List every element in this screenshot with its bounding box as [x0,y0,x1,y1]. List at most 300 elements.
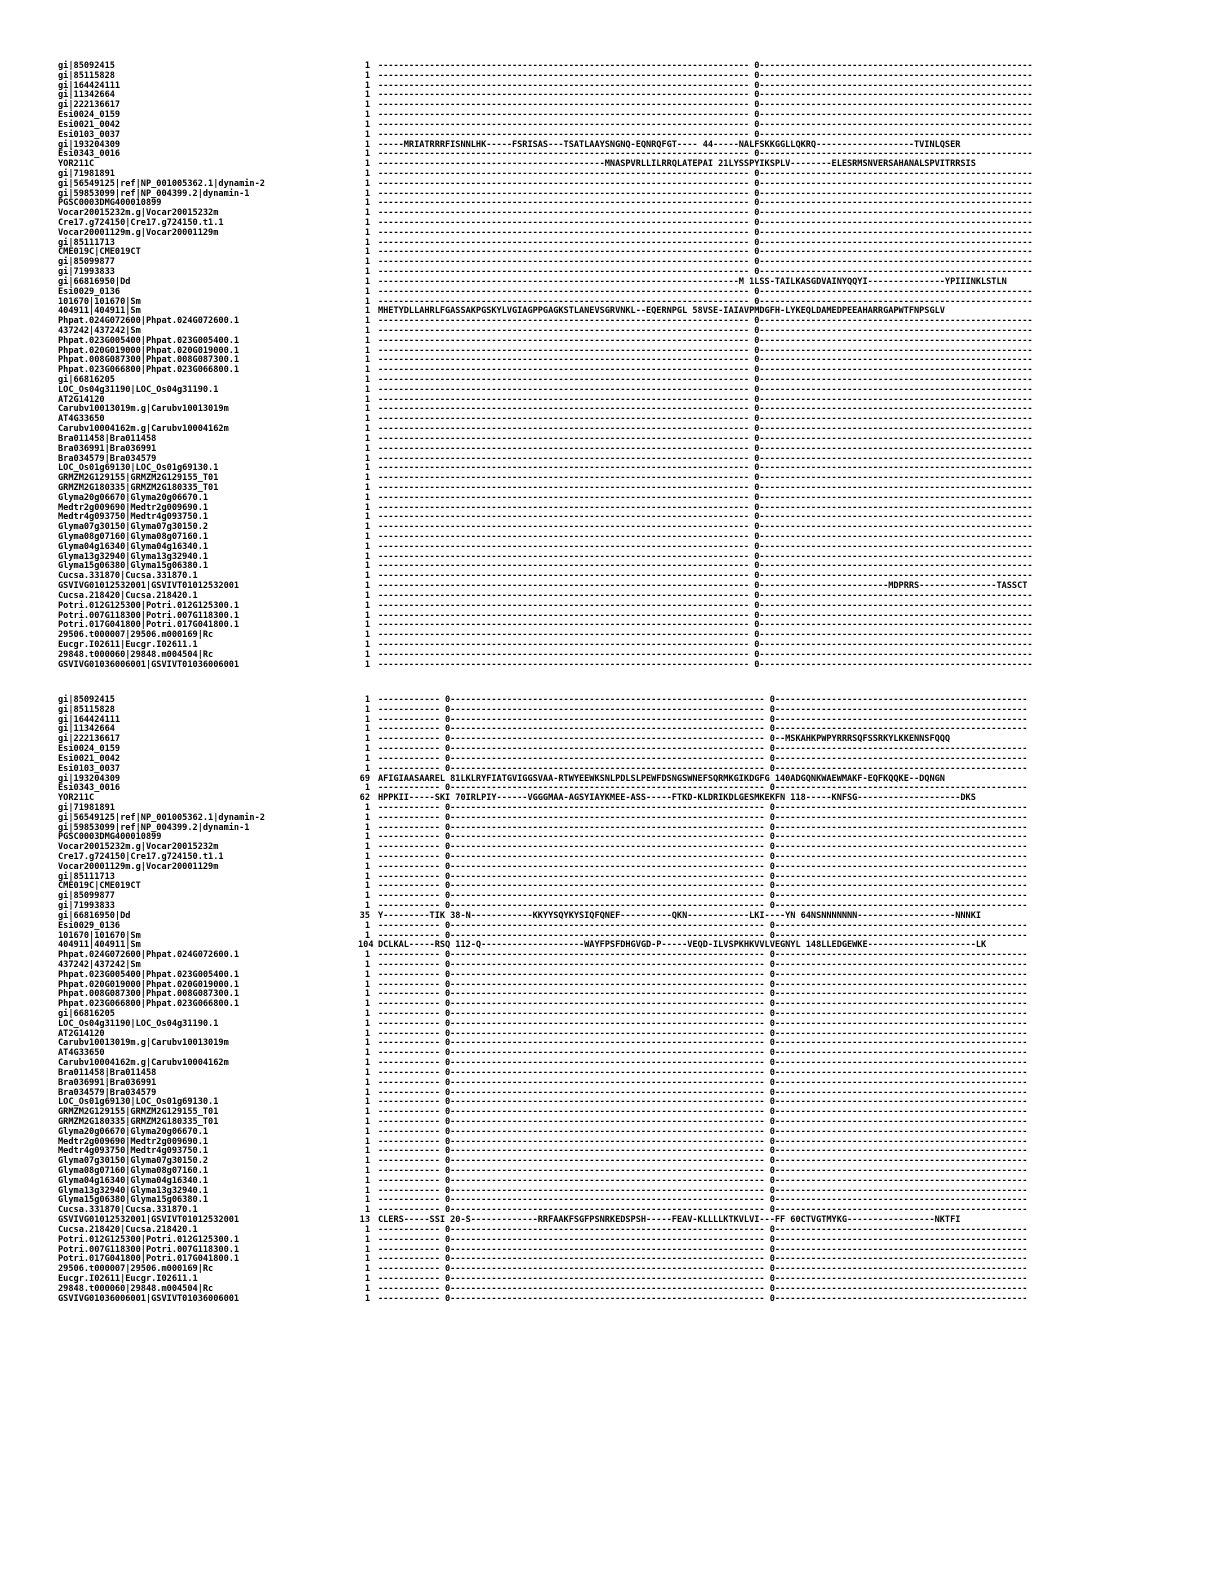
sequence-segment: ------------------------------------------------------------------------ 0----------------------------------------------------- [378,247,1033,258]
sequence-segment: ------------------------------------------------------------------------ 0----------------------------------------------------- [378,110,1033,121]
start-position: 1 [364,1293,370,1304]
start-position: 1 [364,950,370,961]
sequence-segment: ------------------------------------------------------------------------ 0----------------------------------------------------- [378,600,1033,611]
sequence-name: Cucsa.218420|Cucsa.218420.1 [58,1224,198,1235]
sequence-segment: ------------ 0------------------------------------------------------------- 0------------------------------------------------- [378,802,1028,813]
start-position: 1 [364,1195,370,1206]
sequence-segment: ------------ 0------------------------------------------------------------- 0------------------------------------------------- [378,832,1028,843]
sequence-segment: ------------------------------------------------------------------------ 0----------------------------------------------------- [378,227,1033,238]
sequence-segment: ------------------------------------------------------------------------ 0-------------------------MDPRRS---------------TASSCT [378,581,1028,592]
start-position: 1 [364,649,370,660]
sequence-segment: ------------ 0------------------------------------------------------------- 0------------------------------------------------- [378,1185,1028,1196]
sequence-name: Cucsa.331870|Cucsa.331870.1 [58,1205,198,1216]
sequence-segment: ------------------------------------------------------------------------ 0----------------------------------------------------- [378,482,1033,493]
start-position: 1 [364,541,370,552]
start-position: 1 [364,1224,370,1235]
sequence-segment: ------------------------------------------------------------------------ 0----------------------------------------------------- [378,296,1033,307]
sequence-segment: ------------ 0------------------------------------------------------------- 0------------------------------------------------- [378,1136,1028,1147]
sequence-name: Phpat.020G019000|Phpat.020G019000.1 [58,979,240,990]
sequence-segment: ------------------------------------------------------------------------ 0----------------------------------------------------- [378,394,1033,405]
sequence-segment: ------------------------------------------------------------------------ 0----------------------------------------------------- [378,590,1033,601]
sequence-name: Bra036991|Bra036991 [58,1077,157,1088]
sequence-segment: ------------------------------------------------------------------------ 0----------------------------------------------------- [378,257,1033,268]
sequence-segment: ------------------------------------------------------------------------ 0----------------------------------------------------- [378,375,1033,385]
start-position: 1 [364,502,370,513]
start-position: 1 [364,1077,370,1088]
start-position: 1 [364,276,370,287]
start-position: 1 [364,581,370,592]
sequence-name: Glyma20g06670|Glyma20g06670.1 [58,1126,209,1137]
start-position: 1 [364,208,370,219]
sequence-segment: ------------------------------------------------------------------------ 0----------------------------------------------------- [378,70,1033,81]
sequence-name: Vocar20001129m.g|Vocar20001129m [58,861,219,872]
sequence-segment: ------------ 0------------------------------------------------------------- 0------------------------------------------------- [378,969,1028,980]
start-position: 1 [364,267,370,278]
sequence-name: gi|85115828 [58,70,115,81]
start-position: 1 [364,306,370,317]
sequence-name: gi|85099877 [58,257,115,268]
sequence-name: Medtr4g093750|Medtr4g093750.1 [58,512,209,523]
sequence-segment: ------------ 0------------------------------------------------------------- 0------------------------------------------------- [378,695,1028,705]
sequence-segment: ------------------------------------------------------------------------ 0----------------------------------------------------- [378,267,1033,278]
sequence-name: gi|193204309 [58,139,121,150]
sequence-name: Phpat.023G005400|Phpat.023G005400.1 [58,969,240,980]
sequence-segment: -----MRIATRRRFISNNLHK-----FSRISAS---TSATLAAYSNGNQ-EQNRQFGT---- 44-----NALFSKKGGLLQKRQ-------------------TVINLQSER [378,139,961,150]
sequence-name: Glyma15g06380|Glyma15g06380.1 [58,1195,209,1206]
sequence-name: 437242|437242|Sm [58,325,141,336]
start-position: 1 [364,1018,370,1029]
sequence-segment: DCLKAL-----RSQ 112-Q--------------------WAYFPSFDHGVGD-P-----VEQD-ILVSPKHKVVLVEGNYL 148LLEDGEWKE---------------------LK [378,940,987,951]
start-position: 1 [364,783,370,794]
sequence-name: gi|71981891 [58,168,115,179]
sequence-segment: ------------------------------------------------------------------------ 0----------------------------------------------------- [378,286,1033,297]
sequence-segment: ------------------------------------------------------------------------ 0----------------------------------------------------- [378,649,1033,660]
sequence-name: GSVIVG01036006001|GSVIVT01036006001 [58,1293,240,1304]
sequence-segment: ------------------------------------------------------------------------ 0----------------------------------------------------- [378,443,1033,454]
start-position: 1 [364,384,370,395]
alignment-row [58,1295,1148,1305]
sequence-segment: ------------------------------------------------------------------------ 0----------------------------------------------------- [378,463,1033,474]
sequence-name: Potri.017G041800|Potri.017G041800.1 [58,620,240,631]
sequence-segment: ------------ 0------------------------------------------------------------- 0------------------------------------------------- [378,1283,1028,1294]
sequence-segment: ------------------------------------------------------------------------ 0----------------------------------------------------- [378,433,1033,444]
sequence-segment: ------------ 0------------------------------------------------------------- 0------------------------------------------------- [378,822,1028,833]
sequence-name: gi|222136617 [58,734,121,745]
sequence-segment: ------------------------------------------------------------------------ 0----------------------------------------------------- [378,149,1033,160]
start-position: 1 [364,1156,370,1167]
sequence-name: Cre17.g724150|Cre17.g724150.t1.1 [58,852,224,862]
sequence-name: gi|59853099|ref|NP_004399.2|dynamin-1 [58,822,250,833]
sequence-segment: ------------------------------------------------------------------------ 0----------------------------------------------------- [378,404,1033,415]
start-position: 1 [364,375,370,385]
start-position: 1 [364,734,370,745]
start-position: 1 [364,286,370,297]
sequence-name: Glyma04g16340|Glyma04g16340.1 [58,541,209,552]
sequence-segment: ------------------------------------------------------------------------ 0----------------------------------------------------- [378,541,1033,552]
sequence-segment: ------------ 0------------------------------------------------------------- 0------------------------------------------------- [378,783,1028,794]
sequence-segment: ------------------------------------------------------------------------ 0----------------------------------------------------- [378,198,1033,209]
start-position: 1 [364,930,370,941]
sequence-segment: ------------------------------------------------------------------------ 0----------------------------------------------------- [378,610,1033,621]
start-position: 1 [364,110,370,121]
start-position: 1 [364,832,370,843]
start-position: 1 [364,969,370,980]
start-position: 1 [364,1038,370,1049]
start-position: 1 [364,1067,370,1078]
sequence-segment: ------------ 0------------------------------------------------------------- 0------------------------------------------------- [378,1126,1028,1137]
start-position: 1 [364,551,370,562]
sequence-name: Glyma20g06670|Glyma20g06670.1 [58,492,209,503]
start-position: 1 [364,704,370,715]
start-position: 1 [364,532,370,542]
sequence-segment: ------------ 0------------------------------------------------------------- 0------------------------------------------------- [378,871,1028,882]
start-position: 1 [364,159,370,170]
start-position: 1 [364,695,370,705]
start-position: 1 [364,247,370,258]
sequence-segment: ------------------------------------------------------------------------ 0----------------------------------------------------- [378,355,1033,366]
sequence-name: Carubv10004162m.g|Carubv10004162m [58,424,229,435]
start-position: 1 [364,90,370,101]
sequence-name: PGSC0003DMG400010899 [58,198,162,209]
start-position: 1 [364,365,370,376]
sequence-name: Potri.007G118300|Potri.007G118300.1 [58,1244,240,1255]
sequence-name: Glyma07g30150|Glyma07g30150.2 [58,1156,209,1167]
start-position: 1 [364,335,370,346]
sequence-segment: ------------ 0------------------------------------------------------------- 0------------------------------------------------- [378,1195,1028,1206]
sequence-segment: ------------ 0------------------------------------------------------------- 0------------------------------------------------- [378,1038,1028,1049]
start-position: 1 [364,724,370,735]
sequence-segment: ------------------------------------------------------------------------ 0----------------------------------------------------- [378,316,1033,327]
sequence-segment: ------------ 0------------------------------------------------------------- 0------------------------------------------------- [378,1166,1028,1176]
sequence-name: Esi0021_0042 [58,119,121,130]
sequence-name: Cucsa.331870|Cucsa.331870.1 [58,571,198,582]
sequence-segment: ----------------------------------------------------------------------M 1LSS-TAILKASGDVAINYQQYI---------------YPIIINKLSTLN [378,276,1007,287]
sequence-name: gi|56549125|ref|NP_001005362.1|dynamin-2 [58,178,265,189]
sequence-name: Phpat.020G019000|Phpat.020G019000.1 [58,345,240,356]
start-position: 1 [364,1273,370,1284]
start-position: 1 [364,433,370,444]
sequence-segment: ------------------------------------------------------------------------ 0----------------------------------------------------- [378,512,1033,523]
sequence-name: gi|71993833 [58,267,115,278]
sequence-segment: ------------------------------------------------------------------------ 0----------------------------------------------------- [378,325,1033,336]
sequence-segment: ------------ 0------------------------------------------------------------- 0------------------------------------------------- [378,920,1028,931]
start-position: 1 [364,1234,370,1245]
sequence-name: gi|222136617 [58,100,121,111]
sequence-segment: ------------ 0------------------------------------------------------------- 0--MSKAHKPWPYRRRSQFSSRKYLKKENNSFQQQ [378,734,951,745]
start-position: 104 [358,940,374,951]
sequence-name: CME019C|CME019CT [58,247,141,258]
sequence-name: 29848.t000060|29848.m004504|Rc [58,649,214,660]
sequence-name: Esi0103_0037 [58,763,121,774]
start-position: 1 [364,620,370,631]
start-position: 1 [364,70,370,81]
sequence-name: PGSC0003DMG400010899 [58,832,162,843]
start-position: 1 [364,571,370,582]
start-position: 1 [364,463,370,474]
sequence-segment: ------------------------------------------------------------------------ 0----------------------------------------------------- [378,571,1033,582]
sequence-segment: ------------ 0------------------------------------------------------------- 0------------------------------------------------- [378,959,1028,970]
start-position: 1 [364,129,370,140]
sequence-segment: ------------------------------------------------------------------------ 0----------------------------------------------------- [378,188,1033,199]
start-position: 1 [364,1116,370,1127]
sequence-name: gi|85092415 [58,61,115,71]
sequence-segment: ------------ 0------------------------------------------------------------- 0------------------------------------------------- [378,861,1028,872]
sequence-name: CME019C|CME019CT [58,881,141,892]
sequence-name: gi|11342664 [58,724,115,735]
start-position: 1 [364,753,370,764]
sequence-segment: ------------------------------------------------------------------------ 0----------------------------------------------------- [378,384,1033,395]
sequence-segment: ------------ 0------------------------------------------------------------- 0------------------------------------------------- [378,999,1028,1010]
sequence-segment: ------------ 0------------------------------------------------------------- 0------------------------------------------------- [378,881,1028,892]
sequence-name: Vocar20015232m.g|Vocar20015232m [58,842,219,853]
start-position: 1 [364,1146,370,1157]
start-position: 1 [364,1264,370,1275]
sequence-segment: ------------ 0------------------------------------------------------------- 0------------------------------------------------- [378,1234,1028,1245]
start-position: 1 [364,1283,370,1294]
sequence-segment: CLERS-----SSI 20-S-------------RRFAAKFSGFPSNRKEDSPSH-----FEAV-KLLLLKTKVLVI---FF 60CTVGTMYKG-----------------NKTFI [378,1215,961,1226]
sequence-name: Esi0029_0136 [58,286,121,297]
start-position: 1 [364,80,370,91]
sequence-segment: ------------------------------------------------------------------------ 0----------------------------------------------------- [378,502,1033,513]
start-position: 1 [364,561,370,572]
sequence-name: gi|66816205 [58,375,115,385]
start-position: 1 [364,891,370,902]
start-position: 1 [364,744,370,755]
sequence-segment: ------------ 0------------------------------------------------------------- 0------------------------------------------------- [378,1224,1028,1235]
start-position: 1 [364,979,370,990]
start-position: 1 [364,1107,370,1118]
sequence-segment: ------------ 0------------------------------------------------------------- 0------------------------------------------------- [378,763,1028,774]
start-position: 1 [364,959,370,970]
sequence-name: Phpat.023G066800|Phpat.023G066800.1 [58,999,240,1010]
start-position: 1 [364,1058,370,1069]
sequence-segment: ------------------------------------------------------------------------ 0----------------------------------------------------- [378,424,1033,435]
sequence-name: gi|193204309 [58,773,121,784]
sequence-name: gi|85111713 [58,871,115,882]
sequence-name: AT4G33650 [58,414,105,425]
start-position: 1 [364,802,370,813]
start-position: 1 [364,1009,370,1019]
sequence-segment: ------------ 0------------------------------------------------------------- 0------------------------------------------------- [378,704,1028,715]
sequence-segment: ------------ 0------------------------------------------------------------- 0------------------------------------------------- [378,1205,1028,1216]
sequence-segment: ------------ 0------------------------------------------------------------- 0------------------------------------------------- [378,714,1028,725]
sequence-segment: ------------------------------------------------------------------------ 0----------------------------------------------------- [378,532,1033,542]
sequence-name: Medtr2g009690|Medtr2g009690.1 [58,1136,209,1147]
sequence-segment: ------------------------------------------------------------------------ 0----------------------------------------------------- [378,414,1033,425]
sequence-segment: ------------ 0------------------------------------------------------------- 0------------------------------------------------- [378,1264,1028,1275]
sequence-segment: ------------ 0------------------------------------------------------------- 0------------------------------------------------- [378,950,1028,961]
sequence-name: Potri.012G125300|Potri.012G125300.1 [58,600,240,611]
sequence-segment: ------------ 0------------------------------------------------------------- 0------------------------------------------------- [378,1077,1028,1088]
start-position: 1 [364,218,370,228]
sequence-name: Bra011458|Bra011458 [58,1067,157,1078]
sequence-segment: ------------ 0------------------------------------------------------------- 0------------------------------------------------- [378,1146,1028,1157]
start-position: 1 [364,492,370,503]
sequence-name: Eucgr.I02611|Eucgr.I02611.1 [58,1273,198,1284]
start-position: 1 [364,443,370,454]
start-position: 1 [364,610,370,621]
sequence-name: Phpat.023G005400|Phpat.023G005400.1 [58,335,240,346]
start-position: 1 [364,394,370,405]
start-position: 1 [364,168,370,179]
start-position: 35 [359,910,370,921]
start-position: 1 [364,404,370,415]
sequence-segment: ------------------------------------------------------------------------ 0----------------------------------------------------- [378,453,1033,464]
start-position: 1 [364,188,370,199]
sequence-name: Medtr4g093750|Medtr4g093750.1 [58,1146,209,1157]
sequence-name: Cre17.g724150|Cre17.g724150.t1.1 [58,218,224,228]
sequence-segment: ------------------------------------------------------------------------ 0----------------------------------------------------- [378,129,1033,140]
sequence-name: GSVIVG01036006001|GSVIVT01036006001 [58,659,240,670]
start-position: 1 [364,178,370,189]
sequence-segment: HPPKII-----SKI 70IRLPIY------VGGGMAA-AGSYIAYKMEE-ASS-----FTKD-KLDRIKDLGESMKEKFN 118-----KNFSG--------------------DKS [378,793,976,804]
start-position: 1 [364,1185,370,1196]
sequence-segment: ------------ 0------------------------------------------------------------- 0------------------------------------------------- [378,1009,1028,1019]
sequence-segment: ------------------------------------------------------------------------ 0----------------------------------------------------- [378,345,1033,356]
sequence-name: gi|59853099|ref|NP_004399.2|dynamin-1 [58,188,250,199]
sequence-name: Vocar20001129m.g|Vocar20001129m [58,227,219,238]
start-position: 62 [359,793,370,804]
start-position: 1 [364,473,370,484]
sequence-segment: ------------------------------------------------------------------------ 0----------------------------------------------------- [378,522,1033,533]
start-position: 1 [364,590,370,601]
sequence-name: Esi0024_0159 [58,110,121,121]
sequence-name: gi|85115828 [58,704,115,715]
sequence-name: Esi0343_0016 [58,783,121,794]
sequence-name: Vocar20015232m.g|Vocar20015232m [58,208,219,219]
sequence-name: gi|66816205 [58,1009,115,1019]
start-position: 1 [364,61,370,71]
sequence-segment: ------------------------------------------------------------------------ 0----------------------------------------------------- [378,90,1033,101]
sequence-segment: ------------ 0------------------------------------------------------------- 0------------------------------------------------- [378,979,1028,990]
start-position: 1 [364,1175,370,1186]
sequence-segment: ------------------------------------------------------------------------ 0----------------------------------------------------- [378,492,1033,503]
sequence-name: GRMZM2G180335|GRMZM2G180335_T01 [58,482,219,493]
start-position: 1 [364,901,370,912]
start-position: 1 [364,871,370,882]
sequence-segment: ------------ 0------------------------------------------------------------- 0------------------------------------------------- [378,852,1028,862]
sequence-name: AT2G14120 [58,394,105,405]
start-position: 1 [364,482,370,493]
start-position: 1 [364,1136,370,1147]
sequence-name: Potri.007G118300|Potri.007G118300.1 [58,610,240,621]
sequence-name: Potri.012G125300|Potri.012G125300.1 [58,1234,240,1245]
sequence-segment: ------------------------------------------------------------------------ 0----------------------------------------------------- [378,208,1033,219]
sequence-name: LOC_Os04g31190|LOC_Os04g31190.1 [58,384,219,395]
sequence-name: Glyma04g16340|Glyma04g16340.1 [58,1175,209,1186]
sequence-name: gi|56549125|ref|NP_001005362.1|dynamin-2 [58,812,265,823]
sequence-name: Bra034579|Bra034579 [58,453,157,464]
sequence-segment: ------------------------------------------------------------------------ 0----------------------------------------------------- [378,335,1033,346]
sequence-segment: ------------------------------------------------------------------------ 0----------------------------------------------------- [378,100,1033,111]
sequence-segment: ------------------------------------------------------------------------ 0----------------------------------------------------- [378,620,1033,631]
sequence-name: LOC_Os04g31190|LOC_Os04g31190.1 [58,1018,219,1029]
sequence-name: Potri.017G041800|Potri.017G041800.1 [58,1254,240,1265]
start-position: 1 [364,198,370,209]
sequence-name: gi|85099877 [58,891,115,902]
sequence-segment: ------------ 0------------------------------------------------------------- 0------------------------------------------------- [378,1107,1028,1118]
sequence-name: GRMZM2G129155|GRMZM2G129155_T01 [58,473,219,484]
sequence-segment: ------------------------------------------------------------------------ 0----------------------------------------------------- [378,80,1033,91]
sequence-name: Bra034579|Bra034579 [58,1087,157,1098]
start-position: 1 [364,1097,370,1108]
alignment-block-2 [58,696,1148,1304]
start-position: 1 [364,453,370,464]
sequence-name: Esi0343_0016 [58,149,121,160]
sequence-segment: ------------ 0------------------------------------------------------------- 0------------------------------------------------- [378,1067,1028,1078]
sequence-name: 29848.t000060|29848.m004504|Rc [58,1283,214,1294]
start-position: 1 [364,822,370,833]
sequence-name: AT2G14120 [58,1028,105,1039]
start-position: 1 [364,1028,370,1039]
sequence-segment: ------------ 0------------------------------------------------------------- 0------------------------------------------------- [378,1058,1028,1069]
sequence-segment: ------------------------------------------------------------------------ 0----------------------------------------------------- [378,473,1033,484]
sequence-name: Esi0024_0159 [58,744,121,755]
sequence-name: 29506.t000007|29506.m000169|Rc [58,630,214,641]
start-position: 1 [364,100,370,111]
sequence-name: Carubv10013019m.g|Carubv10013019m [58,1038,229,1049]
sequence-name: Glyma07g30150|Glyma07g30150.2 [58,522,209,533]
sequence-name: Glyma08g07160|Glyma08g07160.1 [58,1166,209,1176]
start-position: 1 [364,1205,370,1216]
start-position: 1 [364,316,370,327]
start-position: 1 [364,149,370,160]
sequence-name: gi|66816950|Dd [58,910,131,921]
sequence-segment: ------------ 0------------------------------------------------------------- 0------------------------------------------------- [378,1156,1028,1167]
sequence-segment: ------------ 0------------------------------------------------------------- 0------------------------------------------------- [378,812,1028,823]
alignment-row [58,661,1148,671]
sequence-segment: --------------------------------------------MNASPVRLLILRRQLATEPAI 21LYSSPYIKSPLV--------ELESRMSNVERSAHANALSPVITRRSIS [378,159,976,170]
sequence-segment: ------------------------------------------------------------------------ 0----------------------------------------------------- [378,551,1033,562]
start-position: 1 [364,763,370,774]
sequence-name: LOC_Os01g69130|LOC_Os01g69130.1 [58,463,219,474]
sequence-segment: ------------ 0------------------------------------------------------------- 0------------------------------------------------- [378,1087,1028,1098]
sequence-name: 101670|101670|Sm [58,930,141,941]
start-position: 1 [364,659,370,670]
sequence-segment: ------------ 0------------------------------------------------------------- 0------------------------------------------------- [378,1116,1028,1127]
start-position: 1 [364,861,370,872]
sequence-name: Glyma13g32940|Glyma13g32940.1 [58,551,209,562]
start-position: 1 [364,881,370,892]
sequence-name: Glyma13g32940|Glyma13g32940.1 [58,1185,209,1196]
start-position: 1 [364,714,370,725]
sequence-segment: ------------ 0------------------------------------------------------------- 0------------------------------------------------- [378,930,1028,941]
start-position: 1 [364,920,370,931]
start-position: 1 [364,237,370,248]
sequence-name: 437242|437242|Sm [58,959,141,970]
sequence-segment: ------------------------------------------------------------------------ 0----------------------------------------------------- [378,630,1033,641]
sequence-segment: ------------ 0------------------------------------------------------------- 0------------------------------------------------- [378,1254,1028,1265]
sequence-segment: ------------ 0------------------------------------------------------------- 0------------------------------------------------- [378,842,1028,853]
start-position: 1 [364,227,370,238]
sequence-segment: Y---------TIK 38-N------------KKYYSQYKYSIQFQNEF----------QKN------------LKI----YN 64NSNNNNNNN-------------------NNNKI [378,910,982,921]
sequence-name: GRMZM2G180335|GRMZM2G180335_T01 [58,1116,219,1127]
sequence-name: gi|71993833 [58,901,115,912]
sequence-name: Phpat.024G072600|Phpat.024G072600.1 [58,950,240,961]
start-position: 1 [364,325,370,336]
sequence-name: GRMZM2G129155|GRMZM2G129155_T01 [58,1107,219,1118]
start-position: 1 [364,852,370,862]
sequence-name: Glyma08g07160|Glyma08g07160.1 [58,532,209,542]
start-position: 1 [364,630,370,641]
sequence-name: Esi0029_0136 [58,920,121,931]
sequence-segment: ------------ 0------------------------------------------------------------- 0------------------------------------------------- [378,724,1028,735]
sequence-segment: ------------ 0------------------------------------------------------------- 0------------------------------------------------- [378,1048,1028,1059]
sequence-segment: ------------ 0------------------------------------------------------------- 0------------------------------------------------- [378,1018,1028,1029]
sequence-segment: ------------ 0------------------------------------------------------------- 0------------------------------------------------- [378,989,1028,1000]
start-position: 1 [364,999,370,1010]
start-position: 1 [364,600,370,611]
